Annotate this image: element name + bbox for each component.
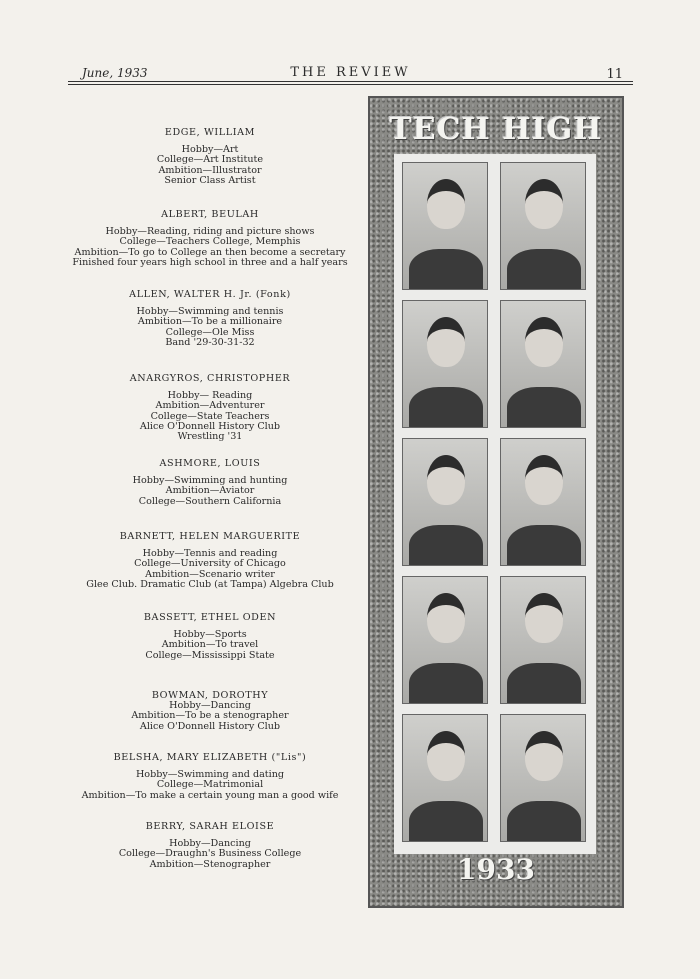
header-rule — [68, 84, 633, 85]
page-header — [68, 64, 633, 86]
entry-albert-beulah — [60, 210, 360, 268]
portrait-photo — [402, 576, 488, 704]
entry-line: Ambition—To go to College an then become a secretary — [74, 246, 346, 258]
entry-line: Hobby— Reading — [167, 390, 253, 402]
entry-line: Hobby—Art — [181, 144, 239, 156]
entry-line: Ambition—Aviator — [165, 485, 255, 497]
entry-bowman-dorothy — [60, 691, 360, 732]
entry-line: Hobby—Sports — [173, 629, 247, 641]
entry-line: Senior Class Artist — [164, 174, 256, 186]
portrait-photo — [402, 438, 488, 566]
portrait-photo — [402, 162, 488, 290]
panel-title: TECH HIGH — [389, 112, 603, 147]
page-number: 11 — [606, 67, 623, 82]
entry-line: Band '29-30-31-32 — [165, 336, 255, 348]
header-title: THE REVIEW — [290, 65, 411, 80]
entry-line: Hobby—Swimming and dating — [135, 769, 285, 781]
entry-name: BARNETT, HELEN MARGUERITE — [119, 531, 301, 542]
entry-line: Hobby—Dancing — [169, 838, 251, 850]
entry-line: Ambition—To be a millionaire — [137, 316, 283, 328]
entry-line: College—University of Chicago — [134, 558, 286, 570]
entry-line: Hobby—Swimming and tennis — [136, 306, 284, 318]
header-date: June, 1933 — [82, 66, 148, 80]
entry-name: BERRY, SARAH ELOISE — [145, 821, 275, 832]
entry-barnett-helen — [60, 532, 360, 590]
header-rule — [68, 81, 633, 82]
entry-line: Hobby—Dancing — [169, 700, 251, 712]
entry-line: Ambition—Stenographer — [149, 858, 271, 870]
entry-line: Ambition—Adventurer — [155, 400, 265, 412]
entry-allen-walter — [60, 290, 360, 348]
entry-line: College—Mississippi State — [145, 649, 275, 661]
entry-line: College—Teachers College, Memphis — [119, 236, 301, 248]
entry-line: Hobby—Tennis and reading — [142, 548, 278, 560]
entry-line: Finished four years high school in three and a half years — [72, 256, 348, 268]
entry-name: ALLEN, WALTER H. Jr. (Fonk) — [129, 289, 291, 300]
entry-line: College—Matrimonial — [156, 779, 264, 791]
entry-berry-sarah — [60, 822, 360, 870]
portrait-photo — [500, 300, 586, 428]
portrait-photo — [500, 162, 586, 290]
portrait-photo — [500, 576, 586, 704]
portrait-photo — [402, 714, 488, 842]
entry-line: Alice O'Donnell History Club — [139, 420, 281, 432]
entry-line: Hobby—Reading, riding and picture shows — [105, 226, 315, 238]
entry-ashmore-louis — [60, 459, 360, 507]
panel-year: 1933 — [457, 853, 535, 886]
entry-line: Ambition—Illustrator — [158, 164, 262, 176]
entry-line: Alice O'Donnell History Club — [139, 720, 281, 732]
entry-name: ASHMORE, LOUIS — [159, 458, 261, 469]
portrait-photo — [500, 438, 586, 566]
entry-name: ANARGYROS, CHRISTOPHER — [129, 373, 291, 384]
entry-line: College—Ole Miss — [165, 326, 255, 338]
entry-name: EDGE, WILLIAM — [164, 127, 256, 138]
entry-name: ALBERT, BEULAH — [161, 209, 259, 220]
entry-anargyros-christopher — [60, 374, 360, 442]
entry-line: Ambition—To be a stenographer — [131, 710, 289, 722]
photo-grid — [394, 154, 596, 854]
portrait-photo — [500, 714, 586, 842]
entry-line: College—Art Institute — [156, 154, 264, 166]
entry-belsha-mary — [60, 753, 360, 801]
entry-bassett-ethel — [60, 613, 360, 661]
entry-line: College—Southern California — [138, 495, 282, 507]
entry-name: BELSHA, MARY ELIZABETH ("Lis") — [113, 752, 307, 763]
entry-line: College—State Teachers — [150, 410, 270, 422]
entry-line: Glee Club. Dramatic Club (at Tampa) Algebra Club — [86, 578, 334, 590]
entry-line: Hobby—Swimming and hunting — [132, 475, 288, 487]
portrait-photo — [402, 300, 488, 428]
entry-name: BOWMAN, DOROTHY — [151, 690, 269, 701]
entry-line: Ambition—To travel — [161, 639, 259, 651]
entry-line: Ambition—Scenario writer — [145, 568, 275, 580]
entry-name: BASSETT, ETHEL ODEN — [143, 612, 277, 623]
entry-line: Wrestling '31 — [177, 431, 243, 443]
entry-line: Ambition—To make a certain young man a good wife — [81, 789, 339, 801]
photo-panel — [368, 96, 624, 908]
entry-line: College—Draughn's Business College — [118, 848, 302, 860]
entry-edge-william — [60, 128, 360, 186]
